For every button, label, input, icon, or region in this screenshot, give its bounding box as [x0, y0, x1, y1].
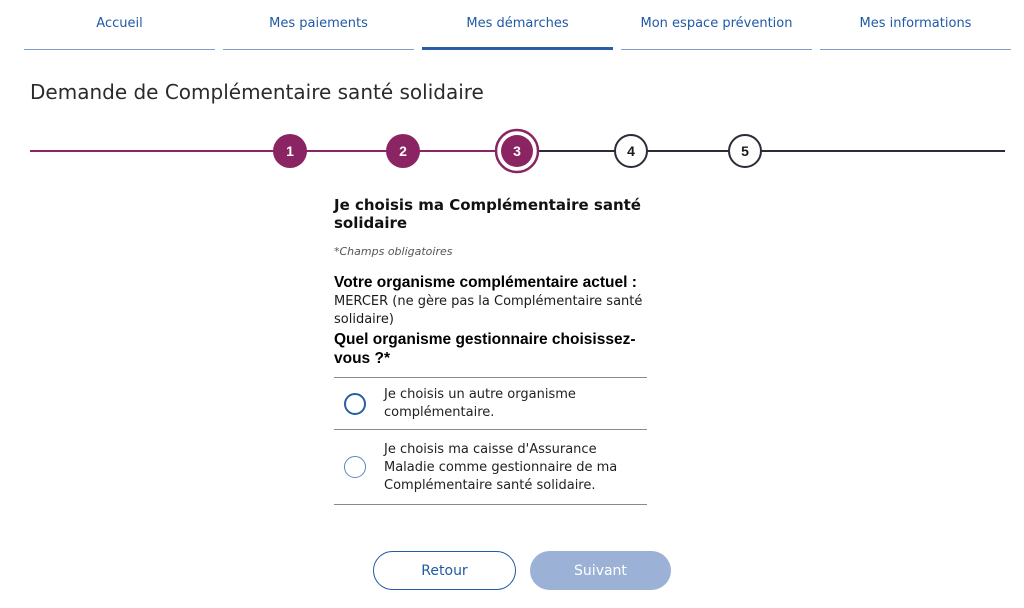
option-label: Je choisis un autre organisme complémentaire. [384, 387, 576, 420]
organism-question: Quel organisme gestionnaire choisissez-vous ?* [334, 331, 636, 367]
step-5-number: 5 [741, 143, 749, 159]
step-5 [729, 135, 761, 167]
step-1 [273, 134, 307, 168]
step-3-number: 3 [513, 143, 521, 159]
tab-mes-paiements[interactable]: Mes paiements [223, 0, 414, 50]
page-title: Demande de Complémentaire santé solidaire [30, 80, 484, 104]
option-assurance-maladie[interactable] [334, 429, 647, 505]
option-label: Je choisis ma caisse d'Assurance Maladie comme gestionnaire de ma Complémentaire santé solidaire. [384, 442, 618, 493]
radio-group [334, 377, 647, 505]
tab-mon-espace-prevention[interactable]: Mon espace prévention [621, 0, 812, 50]
step-2 [386, 134, 420, 168]
radio-button[interactable] [344, 393, 366, 415]
tab-accueil[interactable]: Accueil [24, 0, 215, 50]
next-button[interactable]: Suivant [530, 551, 671, 590]
step-3-current [496, 130, 538, 172]
step-2-number: 2 [399, 143, 407, 159]
tab-mes-informations[interactable]: Mes informations [820, 0, 1011, 50]
tab-mes-demarches[interactable]: Mes démarches [422, 0, 613, 50]
back-button[interactable]: Retour [373, 551, 516, 590]
step-heading: Je choisis ma Complémentaire santé solidaire [334, 196, 641, 232]
step-4-number: 4 [627, 143, 635, 159]
step-4 [615, 135, 647, 167]
option-other-organism[interactable] [334, 377, 647, 429]
step-1-number: 1 [286, 143, 294, 159]
progress-stepper [0, 126, 1024, 180]
required-fields-note: *Champs obligatoires [334, 245, 453, 258]
choice-form [334, 196, 664, 368]
stepper-graphic [0, 126, 1024, 180]
radio-button[interactable] [344, 456, 366, 478]
current-organism-value: MERCER (ne gère pas la Complémentaire santé solidaire) [334, 294, 643, 327]
top-navigation [0, 0, 1024, 52]
current-organism-label: Votre organisme complémentaire actuel : [334, 274, 637, 291]
